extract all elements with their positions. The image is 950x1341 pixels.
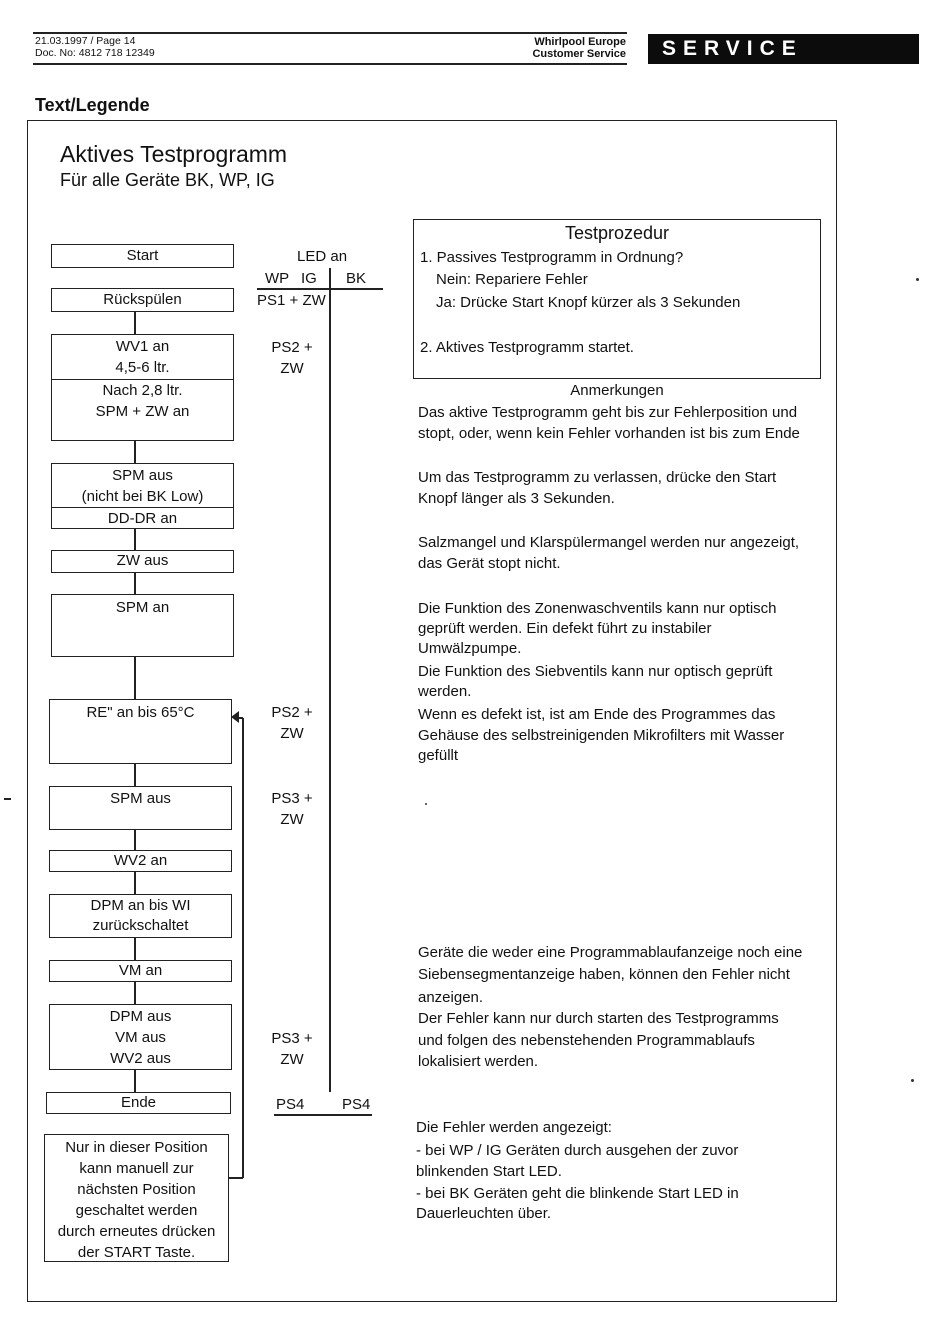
flow-manual-note: Nur in dieser Position kann manuell zur nächsten Position geschaltet werden durch erneutes drücken der START Taste. — [44, 1134, 229, 1262]
procedure-step-1-yes: Ja: Drücke Start Knopf kürzer als 3 Sekunden — [436, 294, 741, 311]
notes-p3-l1: Salzmangel und Klarspülermangel werden nur angezeigt, — [418, 534, 800, 551]
led-ps1: PS1 + ZW — [257, 292, 326, 309]
scan-speck — [911, 1079, 914, 1082]
loop-arrow-horizontal — [229, 1177, 243, 1179]
flow-spm-aus: SPM aus (nicht bei BK Low) DD-DR an — [51, 463, 234, 529]
flow-connector — [134, 938, 136, 960]
flow-connector — [134, 830, 136, 850]
flow-wv1: WV1 an 4,5-6 ltr. Nach 2,8 ltr. SPM + ZW an — [51, 334, 234, 441]
notes-p2-l2: Knopf länger als 3 Sekunden. — [418, 490, 615, 507]
notes-p4-l3: Umwälzpumpe. — [418, 640, 522, 657]
procedure-title: Testprozedur — [564, 223, 670, 243]
notes-p5-l6: lokalisiert werden. — [418, 1053, 539, 1070]
notes-p4-l8: gefüllt — [418, 747, 459, 764]
led-col-wp: WP — [265, 270, 290, 287]
scan-speck — [916, 278, 919, 281]
panel-subtitle: Für alle Geräte BK, WP, IG — [60, 170, 275, 190]
header-company: Whirlpool Europe — [534, 36, 626, 48]
notes-p5-l4: Der Fehler kann nur durch starten des Testprogramms — [418, 1010, 779, 1027]
led-ps4-rule — [274, 1114, 372, 1116]
notes-title: Anmerkungen — [570, 382, 664, 399]
flow-connector — [134, 312, 136, 334]
panel-title: Aktives Testprogramm — [60, 141, 288, 167]
led-title: LED an — [297, 248, 348, 265]
led-ps4-right: PS4 — [342, 1096, 371, 1113]
notes-p4-l2: geprüft werden. Ein defekt führt zu instabiler — [418, 620, 712, 637]
flow-connector — [134, 441, 136, 463]
notes-p3-l2: das Gerät stopt nicht. — [418, 555, 561, 572]
flow-connector — [134, 657, 136, 699]
led-col-ig: IG — [301, 270, 317, 287]
notes-p6-l2: - bei WP / IG Geräten durch ausgehen der zuvor — [416, 1142, 739, 1159]
loop-arrowhead-icon — [231, 711, 239, 723]
header-top-rule — [33, 32, 627, 34]
led-ps4-left: PS4 — [276, 1096, 305, 1113]
notes-p6-l1: Die Fehler werden angezeigt: — [416, 1119, 612, 1136]
led-ps2-a: PS2 + ZW — [271, 339, 313, 377]
flow-vm-an: VM an — [49, 960, 232, 982]
procedure-step-1: 1. Passives Testprogramm in Ordnung? — [420, 249, 684, 266]
flow-connector — [134, 572, 136, 594]
procedure-step-2: 2. Aktives Testprogramm startet. — [420, 339, 634, 356]
notes-p4-l7: Gehäuse des selbstreinigenden Mikrofilters mit Wasser — [418, 727, 785, 744]
header-department: Customer Service — [532, 48, 626, 60]
notes-p6-l4: - bei BK Geräten geht die blinkende Start LED in — [416, 1185, 739, 1202]
led-wp-ig-bk-timeline — [329, 288, 331, 1092]
header-doc-no: Doc. No: 4812 718 12349 — [35, 47, 155, 59]
header-date-page: 21.03.1997 / Page 14 — [35, 35, 136, 47]
flow-ruckspulen: Rückspülen — [51, 288, 234, 312]
notes-p4-l6: Wenn es defekt ist, ist am Ende des Programmes das — [418, 706, 776, 723]
flow-wv2-an: WV2 an — [49, 850, 232, 872]
notes-p4-l1: Die Funktion des Zonenwaschventils kann nur optisch — [418, 600, 777, 617]
flow-connector — [134, 1070, 136, 1092]
notes-p5-l3: anzeigen. — [418, 989, 484, 1006]
notes-p2-l1: Um das Testprogramm zu verlassen, drücke den Start — [418, 469, 777, 486]
notes-p1-l1: Das aktive Testprogramm geht bis zur Fehlerposition und — [418, 404, 798, 421]
led-ps3-b: PS3 + ZW — [271, 1030, 313, 1068]
flow-re-an: RE" an bis 65°C — [49, 699, 232, 764]
flow-dpm-aus: DPM aus VM aus WV2 aus — [49, 1004, 232, 1070]
led-ps2-b: PS2 + ZW — [271, 704, 313, 742]
flow-spm-aus-2: SPM aus — [49, 786, 232, 830]
notes-p5-l5: und folgen des nebenstehenden Programmablaufs — [418, 1032, 755, 1049]
scan-mark — [4, 798, 11, 800]
led-ps3-a: PS3 + ZW — [271, 790, 313, 828]
flow-spm-an: SPM an — [51, 594, 234, 657]
notes-p1-l2: stopt, oder, wenn kein Fehler vorhanden ist bis zum Ende — [418, 425, 800, 442]
notes-p4-l4: Die Funktion des Siebventils kann nur optisch geprüft — [418, 663, 773, 680]
scan-speck — [425, 803, 427, 805]
led-col-bk: BK — [346, 270, 367, 287]
loop-arrow-vertical — [242, 718, 244, 1178]
flow-connector — [134, 872, 136, 894]
flow-zw-aus: ZW aus — [51, 550, 234, 573]
flow-connector — [134, 982, 136, 1004]
notes-p5-l2: Siebensegmentanzeige haben, können den Fehler nicht — [418, 966, 790, 983]
notes-p4-l5: werden. — [418, 683, 472, 700]
flow-dpm-an: DPM an bis WI zurückschaltet — [49, 894, 232, 938]
led-ig-bk-divider — [329, 268, 331, 288]
notes-p6-l3: blinkenden Start LED. — [416, 1163, 562, 1180]
flow-start: Start — [51, 244, 234, 268]
procedure-step-1-no: Nein: Repariere Fehler — [436, 271, 588, 288]
flow-connector — [134, 764, 136, 786]
flow-ende: Ende — [46, 1092, 231, 1114]
section-title: Text/Legende — [35, 95, 150, 115]
service-badge: SERVICE — [648, 34, 919, 64]
notes-p6-l5: Dauerleuchten über. — [416, 1205, 552, 1222]
flow-connector — [134, 529, 136, 550]
header-bottom-rule — [33, 63, 627, 65]
notes-p5-l1: Geräte die weder eine Programmablaufanzeige noch eine — [418, 944, 803, 961]
